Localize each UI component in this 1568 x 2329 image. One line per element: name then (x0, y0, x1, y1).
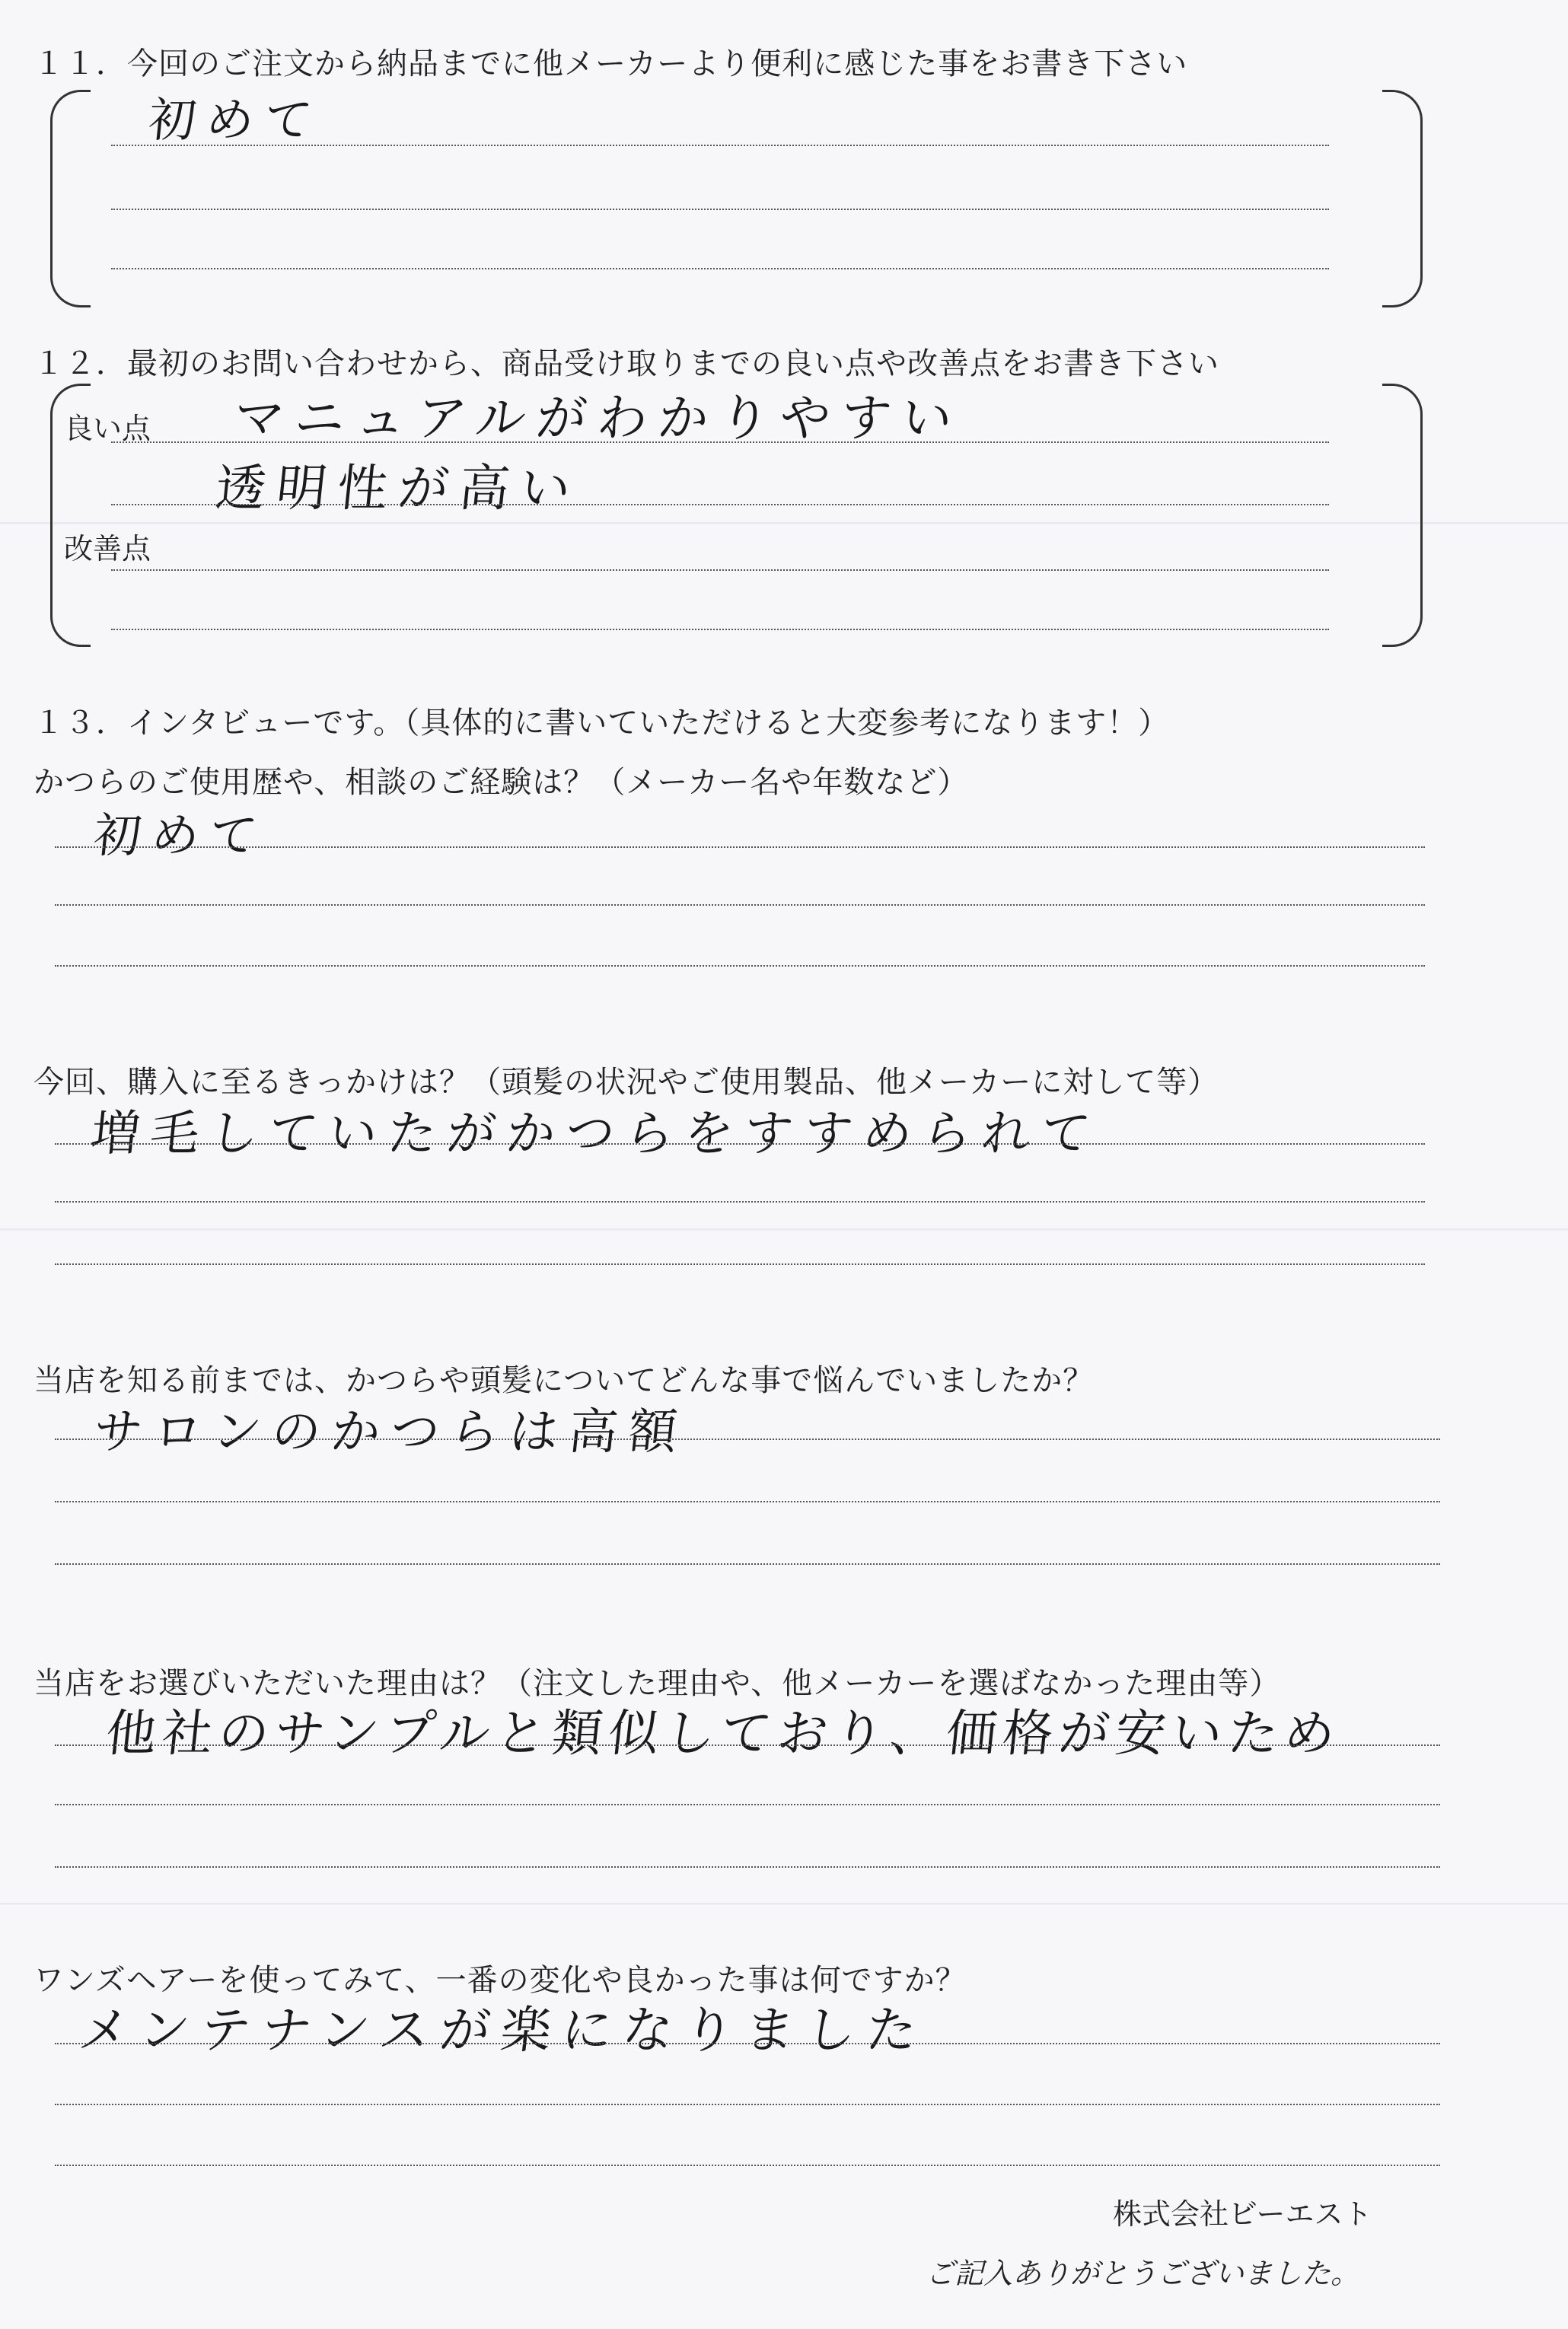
answer-line (55, 1563, 1440, 1565)
company-name: 株式会社ビーエスト (1113, 2197, 1372, 2231)
answer-line (55, 2104, 1440, 2105)
change-question: ワンズヘアーを使ってみて、一番の変化や良かった事は何ですか？ (33, 1963, 967, 1998)
trigger-question: 今回、購入に至るきっかけは？（頭髪の状況やご使用製品、他メーカーに対して等） (33, 1065, 1219, 1100)
answer-line (55, 965, 1425, 967)
q11-brace-left (50, 90, 91, 307)
answer-line (111, 145, 1329, 146)
q12-improve-label: 改善点 (64, 532, 151, 566)
answer-line (55, 1501, 1440, 1502)
q11-brace-right (1382, 90, 1423, 307)
answer-line (55, 1804, 1440, 1805)
answer-line (111, 268, 1329, 269)
change-answer: メンテナンスが楽になりました (75, 2001, 931, 2060)
q11-answer: 初めて (145, 92, 326, 148)
answer-line (55, 904, 1425, 906)
answer-line (111, 441, 1329, 443)
paper-fold (0, 522, 1568, 524)
q12-brace-right (1382, 384, 1423, 647)
answer-line (55, 1866, 1440, 1868)
answer-line (111, 569, 1329, 571)
answer-line (55, 1438, 1440, 1440)
q13-heading: １３．インタビューです。（具体的に書いていただけると大変参考になります！） (33, 706, 1170, 741)
trigger-answer: 増毛していたがかつらをすすめられて (88, 1106, 1104, 1162)
answer-line (55, 1263, 1425, 1265)
q12-question: １２．最初のお問い合わせから、商品受け取りまでの良い点や改善点をお書き下さい (33, 346, 1219, 381)
q11-question: １１．今回のご注文から納品までに他メーカーより便利に感じた事をお書き下さい (33, 46, 1188, 81)
answer-line (55, 2165, 1440, 2166)
worry-answer: サロンのかつらは高額 (91, 1404, 691, 1461)
answer-line (55, 2043, 1440, 2044)
answer-line (55, 1201, 1425, 1203)
reason-answer: 他社のサンプルと類似しており、価格が安いため (103, 1704, 1344, 1763)
paper-fold (0, 1903, 1568, 1905)
q12-good-answer-2: 透明性が高い (212, 459, 585, 518)
q12-good-answer-1: マニュアルがわかりやすい (231, 389, 966, 448)
history-question: かつらのご使用歴や、相談のご経験は？（メーカー名や年数など） (33, 765, 969, 800)
answer-line (55, 1744, 1440, 1746)
answer-line (55, 1143, 1425, 1145)
answer-line (55, 846, 1425, 848)
q12-good-label: 良い点 (64, 412, 151, 445)
worry-question: 当店を知る前までは、かつらや頭髪についてどんな事で悩んでいましたか？ (33, 1363, 1095, 1398)
answer-line (111, 629, 1329, 630)
answer-line (111, 504, 1329, 505)
thank-you-note: ご記入ありがとうございました。 (926, 2257, 1360, 2290)
reason-question: 当店をお選びいただいた理由は？（注文した理由や、他メーカーを選ばなかった理由等） (33, 1666, 1281, 1701)
history-answer: 初めて (91, 808, 271, 863)
paper-fold (0, 1228, 1568, 1231)
answer-line (111, 209, 1329, 210)
